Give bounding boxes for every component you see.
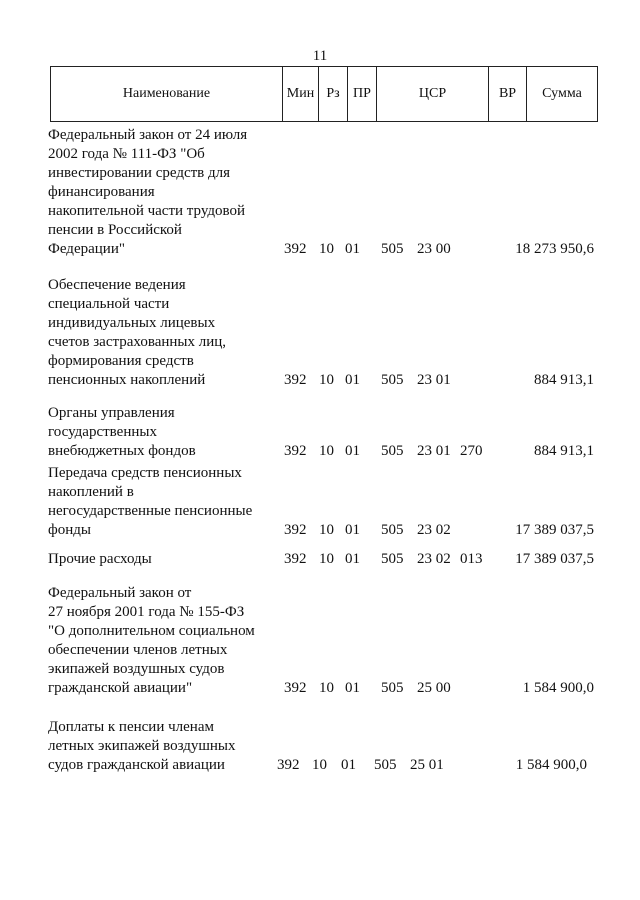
header-rz: Рз: [319, 67, 348, 121]
page-number: 11: [312, 48, 328, 64]
row-rz: 10: [312, 757, 327, 773]
header-csr: ЦСР: [377, 67, 489, 121]
row-pr: 01: [341, 757, 356, 773]
row-sum: 884 913,1: [534, 372, 594, 388]
row-min: 392: [284, 522, 307, 538]
row-name: Передача средств пенсионных накоплений в негосударственные пенсионные фонды: [48, 465, 253, 538]
row-name: Доплаты к пенсии членам летных экипажей воздушных судов гражданской авиации: [48, 719, 236, 773]
header-pr: ПР: [348, 67, 377, 121]
row-rz: 10: [319, 372, 334, 388]
row-name: Органы управления государственных внебюджетных фондов: [48, 405, 196, 459]
row-rz: 10: [319, 241, 334, 257]
row-name: Прочие расходы: [48, 551, 152, 567]
row-min: 392: [284, 443, 307, 459]
row-pr: 01: [345, 443, 360, 459]
row-csr1: 505: [381, 443, 404, 459]
row-csr1: 505: [381, 551, 404, 567]
table-header: [50, 66, 598, 122]
row-csr2: 23 01: [417, 443, 451, 459]
row-rz: 10: [319, 443, 334, 459]
row-rz: 10: [319, 680, 334, 696]
row-sum: 17 389 037,5: [515, 551, 594, 567]
row-csr2: 23 02: [417, 522, 451, 538]
row-min: 392: [284, 241, 307, 257]
row-vr: 270: [460, 443, 483, 459]
row-pr: 01: [345, 372, 360, 388]
row-csr1: 505: [381, 522, 404, 538]
row-name: Федеральный закон от 27 ноября 2001 года № 155-ФЗ "О дополнительном социальном обеспечении членов летных экипажей воздушных судов гражданской авиации": [48, 585, 255, 696]
row-csr1: 505: [381, 680, 404, 696]
row-sum: 18 273 950,6: [515, 241, 594, 257]
row-pr: 01: [345, 551, 360, 567]
row-csr2: 25 00: [417, 680, 451, 696]
row-sum: 1 584 900,0: [522, 680, 594, 696]
header-vr: ВР: [489, 67, 527, 121]
row-csr2: 25 01: [410, 757, 444, 773]
row-csr2: 23 02: [417, 551, 451, 567]
row-pr: 01: [345, 680, 360, 696]
row-sum: 1 584 900,0: [515, 757, 587, 773]
row-name: Обеспечение ведения специальной части индивидуальных лицевых счетов застрахованных лиц, формирования средств пенсионных накоплений: [48, 277, 227, 388]
header-name: Наименование: [51, 67, 283, 121]
header-min: Мин: [283, 67, 319, 121]
row-min: 392: [284, 372, 307, 388]
row-rz: 10: [319, 551, 334, 567]
row-name: Федеральный закон от 24 июля 2002 года № 111-ФЗ "Об инвестировании средств для финансирования накопительной части трудовой пенсии в Российской Федерации": [48, 127, 248, 257]
row-csr1: 505: [381, 372, 404, 388]
row-pr: 01: [345, 522, 360, 538]
row-min: 392: [284, 551, 307, 567]
row-vr: 013: [460, 551, 483, 567]
row-rz: 10: [319, 522, 334, 538]
row-min: 392: [284, 680, 307, 696]
row-csr2: 23 01: [417, 372, 451, 388]
row-csr1: 505: [374, 757, 397, 773]
row-csr1: 505: [381, 241, 404, 257]
row-sum: 17 389 037,5: [515, 522, 594, 538]
row-sum: 884 913,1: [534, 443, 594, 459]
row-min: 392: [277, 757, 300, 773]
row-pr: 01: [345, 241, 360, 257]
header-sum: Сумма: [542, 86, 582, 101]
row-csr2: 23 00: [417, 241, 451, 257]
